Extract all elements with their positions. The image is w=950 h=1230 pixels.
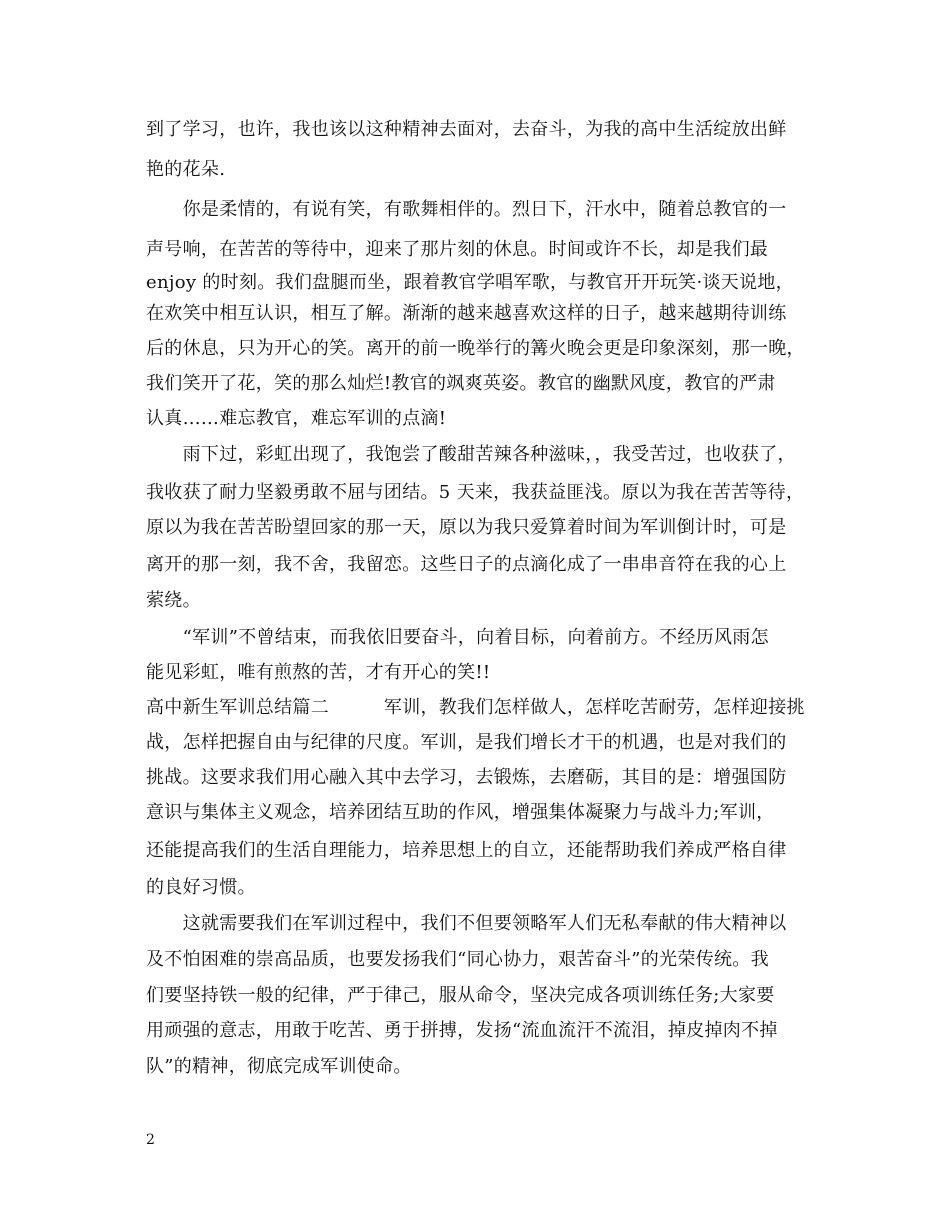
text-line: 这就需要我们在军训过程中，我们不但要领略军人们无私奉献的伟大精神以 <box>146 913 787 934</box>
text-line: 到了学习，也许，我也该以这种精神去面对，去奋斗，为我的高中生活绽放出鲜 <box>146 119 787 140</box>
text-line: 萦绕。 <box>146 590 201 611</box>
text-line: 能见彩虹，唯有煎熬的苦，才有开心的笑!! <box>146 662 491 683</box>
text-line: 挑战。这要求我们用心融入其中去学习，去锻炼，去磨砺，其目的是：增强国防 <box>146 767 787 788</box>
text-line: “军训”不曾结束，而我依旧要奋斗，向着目标，向着前方。不经历风雨怎 <box>146 627 769 648</box>
text-line: 离开的那一刻，我不舍，我留恋。这些日子的点滴化成了一串串音符在我的心上 <box>146 554 787 575</box>
text-line: 认真……难忘教官，难忘军训的点滴! <box>146 408 447 429</box>
text-line: 原以为我在苦苦盼望回家的那一天，原以为我只爱算着时间为军训倒计时，可是 <box>146 517 787 538</box>
text-line: enjoy 的时刻。我们盘腿而坐，跟着教官学唱军歌，与教官开开玩笑·谈天说地， <box>146 272 794 293</box>
section-heading-line: 高中新生军训总结篇二 军训，教我们怎样做人，怎样吃苦耐劳，怎样迎接挑 <box>146 697 805 718</box>
text-line: 及不怕困难的崇高品质，也要发扬我们“同心协力，艰苦奋斗”的光荣传统。我 <box>146 949 769 970</box>
text-line: 的良好习惯。 <box>146 877 256 898</box>
text-line: 艳的花朵. <box>146 159 226 180</box>
text-line: 队”的精神，彻底完成军训使命。 <box>146 1056 412 1077</box>
text-line: 你是柔情的，有说有笑，有歌舞相伴的。烈日下，汗水中，随着总教官的一 <box>146 199 787 220</box>
text-line: 用顽强的意志，用敢于吃苦、勇于拼搏，发扬“流血流汗不流泪，掉皮掉肉不掉 <box>146 1020 778 1041</box>
text-line: 我收获了耐力坚毅勇敢不屈与团结。5 天来，我获益匪浅。原以为我在苦苦等待， <box>146 482 805 503</box>
text-line: 雨下过，彩虹出现了，我饱尝了酸甜苦辣各种滋味，，我受苦过，也收获了， <box>146 444 796 465</box>
page-number: 2 <box>146 1132 155 1148</box>
text-line: 后的休息，只为开心的笑。离开的前一晚举行的篝火晚会更是印象深刻，那一晚， <box>146 338 805 359</box>
text-line: 声号响，在苦苦的等待中，迎来了那片刻的休息。时间或许不长，却是我们最 <box>146 239 769 260</box>
text-line: 我们笑开了花，笑的那么灿烂!教官的飒爽英姿。教官的幽默风度，教官的严肃 <box>146 373 776 394</box>
text-line: 意识与集体主义观念，培养团结互助的作风，增强集体凝聚力与战斗力;军训， <box>146 802 775 823</box>
text-line: 战，怎样把握自由与纪律的尺度。军训，是我们增长才干的机遇，也是对我们的 <box>146 732 787 753</box>
text-line: 在欢笑中相互认识，相互了解。渐渐的越来越喜欢这样的日子，越来越期待训练 <box>146 303 787 324</box>
text-line: 们要坚持铁一般的纪律，严于律己，服从命令，坚决完成各项训练任务;大家要 <box>146 985 775 1006</box>
text-line: 还能提高我们的生活自理能力，培养思想上的自立，还能帮助我们养成严格自律 <box>146 840 787 861</box>
